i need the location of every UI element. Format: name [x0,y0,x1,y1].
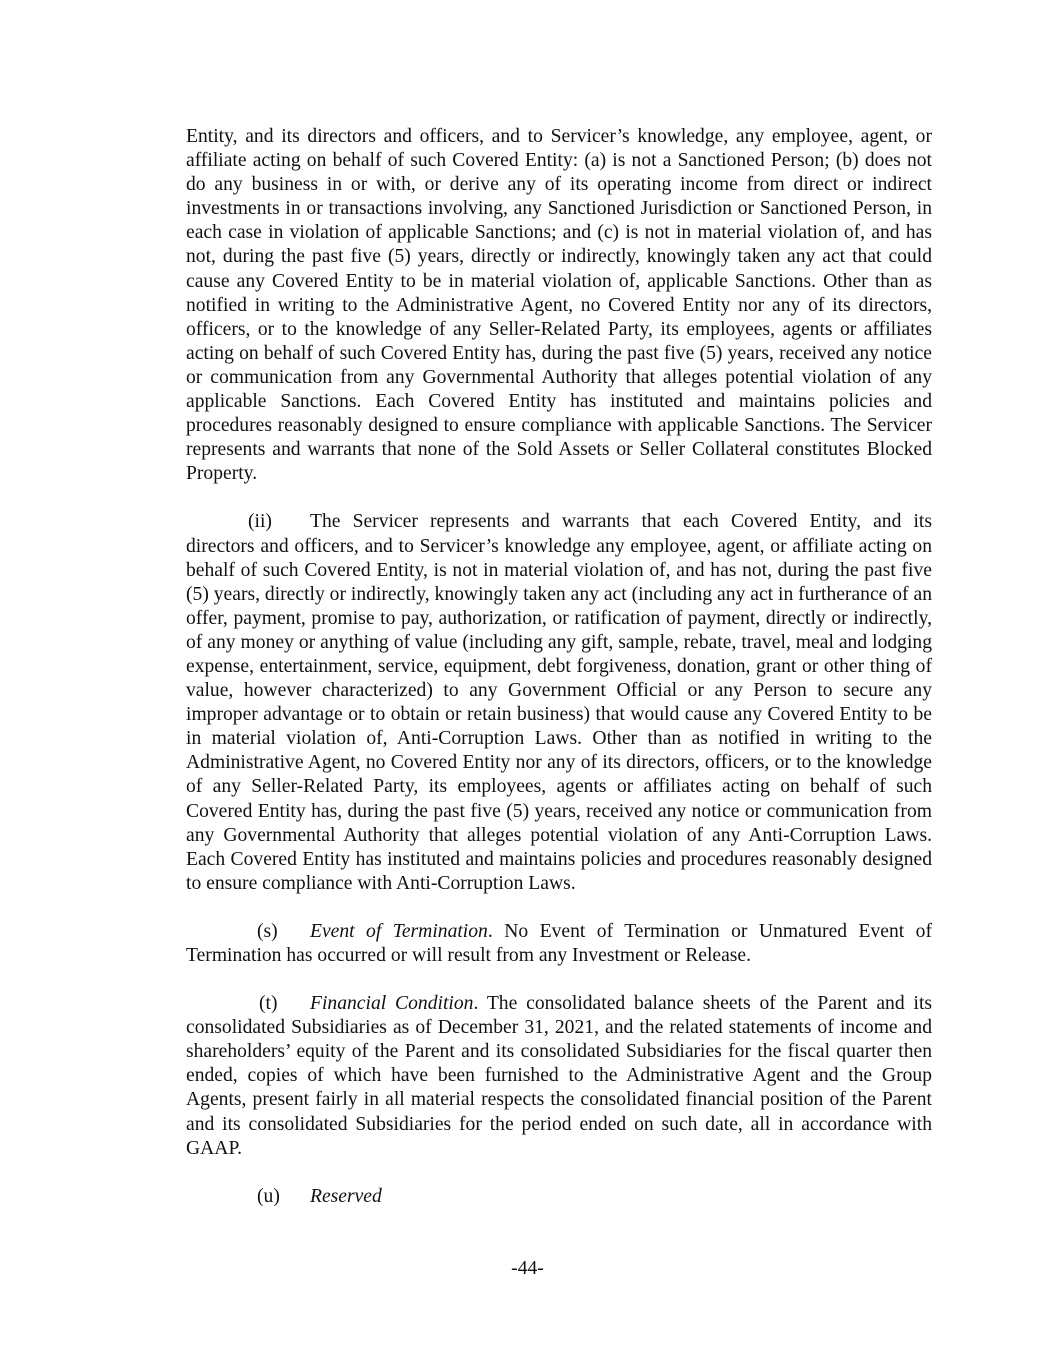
section-s-event-of-termination [186,920,932,968]
section-ii [186,510,932,896]
section-text: The Servicer represents and warrants that each Covered Entity, and its directors and officers, and to Servicer’s knowledge any employee, agent, or affiliate acting on behalf of such Covered Entity, is not in material violation of, and has not, during the past five (5) years, directly or indirectly, knowingly taken any act (including any act in furtherance of an offer, payment, promise to pay, authorization, or ratification of payment, directly or indirectly, of any money or anything of value (including any gift, sample, rebate, travel, meal and lodging expense, entertainment, service, equipment, debt forgiveness, donation, grant or other thing of value, however characterized) to any Government Official or any Person to secure any improper advantage or to obtain or retain business) that would cause any Covered Entity to be in material violation of, Anti-Corruption Laws. Other than as notified in writing to the Administrative Agent, no Covered Entity nor any of its directors, officers, or to the knowledge of any Seller-Related Party, its employees, agents or affiliates acting on behalf of such Covered Entity has, during the past five (5) years, received any notice or communication from any Governmental Authority that alleges potential violation of any Anti-Corruption Laws. Each Covered Entity has instituted and maintains policies and procedures reasonably designed to ensure compliance with Anti-Corruption Laws. [186,511,932,894]
section-u-reserved [186,1185,932,1209]
section-heading: Event of Termination [310,920,488,942]
section-heading: Reserved [310,1185,382,1207]
section-label: (u) [257,1185,280,1207]
section-text: . The consolidated balance sheets of the Parent and its consolidated Subsidiaries as of December 31, 2021, and the related statements of income and shareholders’ equity of the Parent and its consolidated Subsidiaries for the fiscal quarter then ended, copies of which have been furnished to the Administrative Agent and the Group Agents, present fairly in all material respects the consolidated financial position of the Parent and its consolidated Subsidiaries for the period ended on such date, all in accordance with GAAP. [186,993,933,1159]
section-label: (s) [257,920,278,942]
page-number: -44- [511,1258,544,1279]
section-label: (ii) [248,511,272,533]
section-text: . No Event of Termination or Unmatured Event of Termination has occurred or will result from any Investment or Release. [186,920,932,966]
section-t-financial-condition [186,992,932,1161]
document-page [186,125,932,1209]
continuation-paragraph: Entity, and its directors and officers, and to Servicer’s knowledge, any employee, agent, or affiliate acting on behalf of such Covered Entity: (a) is not a Sanctioned Person; (b) does not do any business in or with, or derive any of its operating income from direct or indirect investments in or transactions involving, any Sanctioned Jurisdiction or Sanctioned Person, in each case in violation of applicable Sanctions; and (c) is not in material violation of, and has not, during the past five (5) years, directly or indirectly, knowingly taken any act that could cause any Covered Entity to be in material violation of, applicable Sanctions. Other than as notified in writing to the Administrative Agent, no Covered Entity nor any of its directors, officers, or to the knowledge of any Seller-Related Party, its employees, agents or affiliates acting on behalf of such Covered Entity has, during the past five (5) years, received any notice or communication from any Governmental Authority that alleges potential violation of any applicable Sanctions. Each Covered Entity has instituted and maintains policies and procedures reasonably designed to ensure compliance with applicable Sanctions. The Servicer represents and warrants that none of the Sold Assets or Seller Collateral constitutes Blocked Property. [186,126,932,485]
section-label: (t) [259,993,278,1015]
section-heading: Financial Condition [310,993,474,1015]
